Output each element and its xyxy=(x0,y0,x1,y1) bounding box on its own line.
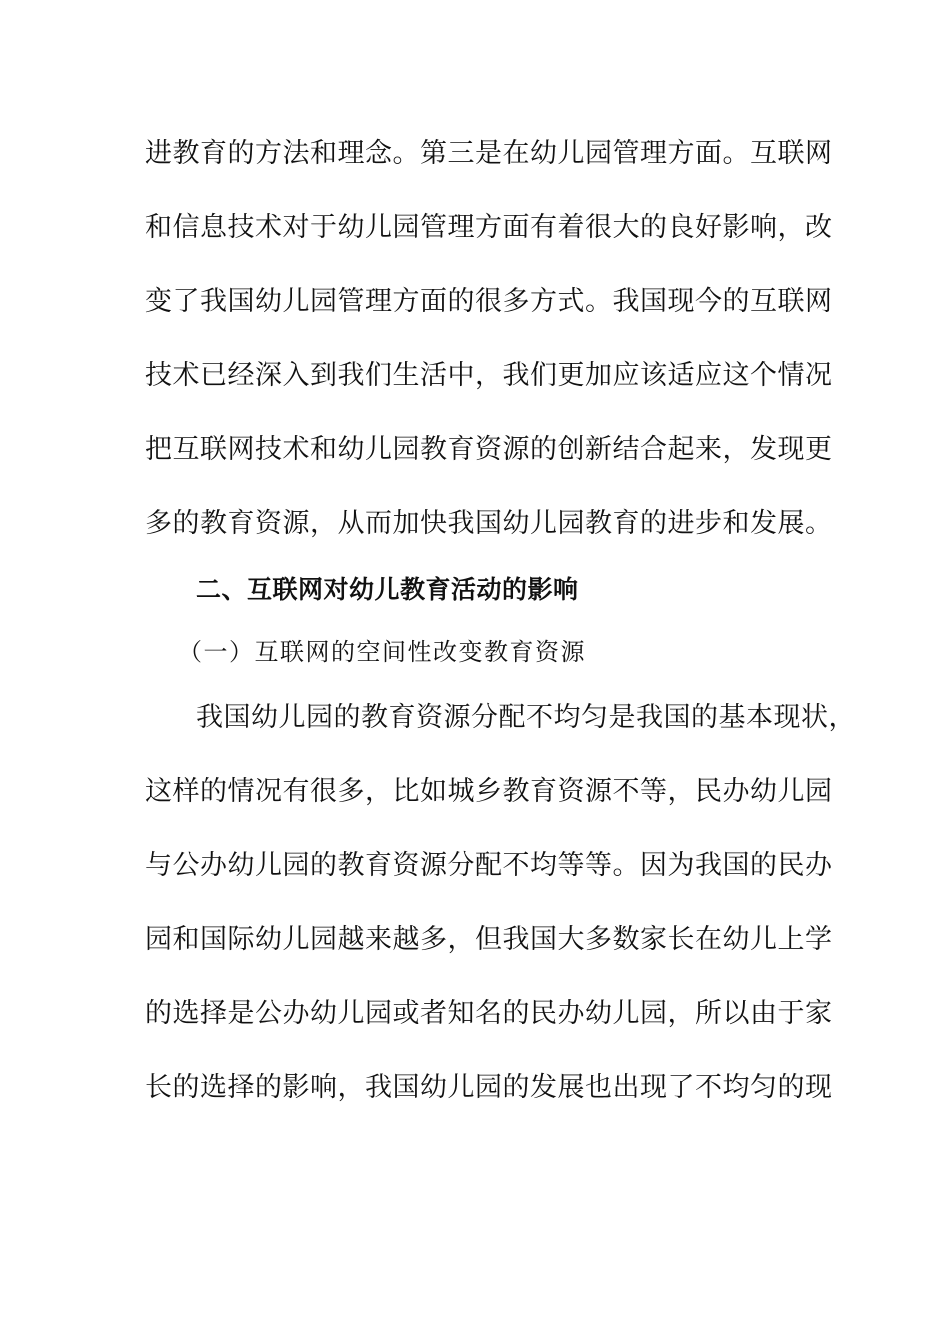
paragraph-line: 这样的情况有很多，比如城乡教育资源不等，民办幼儿园 xyxy=(145,776,833,807)
paragraph-line: 技术已经深入到我们生活中，我们更加应该适应这个情况 xyxy=(145,360,833,391)
section-heading: 二、互联网对幼儿教育活动的影响 xyxy=(196,575,579,604)
paragraph-line: 的选择是公办幼儿园或者知名的民办幼儿园，所以由于家 xyxy=(145,998,833,1029)
paragraph-line: 和信息技术对于幼儿园管理方面有着很大的良好影响，改 xyxy=(145,212,833,243)
paragraph-line: 变了我国幼儿园管理方面的很多方式。我国现今的互联网 xyxy=(145,286,833,317)
paragraph-line: 与公办幼儿园的教育资源分配不均等等。因为我国的民办 xyxy=(145,850,833,881)
paragraph-line: 进教育的方法和理念。第三是在幼儿园管理方面。互联网 xyxy=(145,138,833,169)
subsection-heading: （一）互联网的空间性改变教育资源 xyxy=(178,638,586,666)
paragraph-line: 把互联网技术和幼儿园教育资源的创新结合起来，发现更 xyxy=(145,434,833,465)
paragraph-line: 长的选择的影响，我国幼儿园的发展也出现了不均匀的现 xyxy=(145,1072,833,1103)
paragraph-line: 多的教育资源，从而加快我国幼儿园教育的进步和发展。 xyxy=(145,508,833,539)
paragraph-line: 园和国际幼儿园越来越多，但我国大多数家长在幼儿上学 xyxy=(145,924,833,955)
paragraph-line: 我国幼儿园的教育资源分配不均匀是我国的基本现状， xyxy=(196,702,856,733)
